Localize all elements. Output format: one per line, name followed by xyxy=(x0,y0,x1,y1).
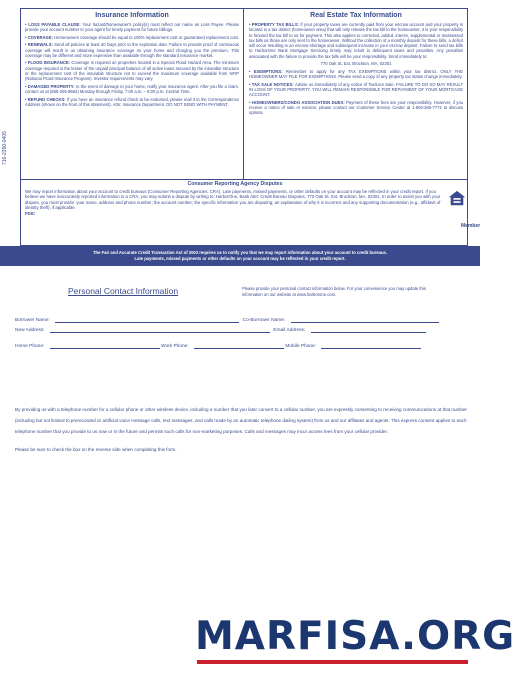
mobile-phone-label: Mobile Phone: xyxy=(285,344,317,349)
tax-item xyxy=(249,22,463,59)
mobile-phone-field[interactable] xyxy=(321,343,421,349)
insurance-section xyxy=(25,11,239,109)
insurance-item xyxy=(25,84,239,95)
tax-item xyxy=(249,61,463,66)
insurance-items xyxy=(25,22,239,107)
side-form-code: 716-2350-0405 xyxy=(2,131,8,165)
info-box xyxy=(20,8,481,246)
tax-section xyxy=(249,11,463,118)
address-row xyxy=(15,327,426,333)
equal-housing-icon xyxy=(448,190,466,208)
email-address-field[interactable] xyxy=(311,327,426,333)
cellular-consent xyxy=(15,404,470,437)
co-borrower-name-field[interactable] xyxy=(291,317,439,323)
home-phone-label: Home Phone: xyxy=(15,344,45,349)
tax-item-lead: • HOMEOWNERS/CONDO ASSOCIATION DUES: xyxy=(249,99,347,105)
insurance-item-text: Homeowners coverage should be equal to 100% replacement cost or guaranteed replacement cost. xyxy=(54,34,239,40)
new-address-field[interactable] xyxy=(50,327,270,333)
contact-title: Personal Contact Information xyxy=(68,286,179,296)
insurance-item xyxy=(25,22,239,33)
column-divider xyxy=(243,9,244,179)
phone-row xyxy=(15,343,421,349)
tax-item-lead: • PROPERTY TAX BILLS: xyxy=(249,22,301,27)
tax-item xyxy=(249,100,463,116)
insurance-item xyxy=(25,42,239,58)
tax-item-text: If your property taxes are currently paid from your escrow account and your property is located in a tax district (homeowner area) that will only release the tax bill to the homeowner, it is your responsibility to forward the tax bill to us for payment. This also applies to corrected, added, interim, supplemental or reassessed tax bills as those are only sent to the homeowner. Without the collection of a monthly deposit for these bills, a deficit will occur resulting in an escrow shortage and subsequent increase in your escrow deposit. Failure to send tax bills to HarborOne Bank Mortgage Servicing timely may result in delinquent taxes and penalties. Any penalties associated with the failure to provide the tax bills will be your responsibility. Send immediately to: xyxy=(249,22,463,59)
section-divider xyxy=(21,179,467,180)
insurance-item-lead: • LOSS PAYABLE CLAUSE: xyxy=(25,22,83,27)
tax-item xyxy=(249,69,463,80)
insurance-item-text: Send all policies at least 30 Days prior to the expiration date. Failure to provide proof of continuous coverage will result in us obtaining insurance coverage on your home and charging you the premium. This coverage may be different and more expensive than available through the standard insurance market. xyxy=(25,42,239,58)
borrower-name-field[interactable] xyxy=(55,317,239,323)
member-label: Member xyxy=(461,223,481,229)
co-borrower-name-label: Co-Borrower Name: xyxy=(242,318,286,323)
email-address-label: Email Address: xyxy=(273,328,306,333)
consumer-disputes-body: We may report information about your account to credit bureaus (Consumer Reporting Agencies, CRA). Late payments, missed payments, or other defaults on your account may be reflected in your credit report. If you believe we have inaccurately reported information to a CRA, you may submit a dispute by writing to: HarborOne, Bank Attn: Credit Bureau Disputes, 770 Oak St. Ext, Brockton, MA, 02301. In order to assist you with your dispute, you must provide: your name, address and phone number; the account number; the specific information you are disputing; an explanation of why it is incorrect and any supporting documentation (e.g., affidavit of identity theft), if applicable. xyxy=(25,188,441,211)
banner-line-1: The Fair and Accurate Credit Transaction Act of 2003 requires us to notify you that we may report information about your account to credit bureaus. xyxy=(92,250,388,255)
tax-items xyxy=(249,22,463,116)
tax-item-text: 770 Oak St. Ext, Brockton, MA, 02301 xyxy=(320,61,392,67)
insurance-item-lead: • RENEWALS: xyxy=(25,42,55,48)
borrower-name-label: Borrower Name: xyxy=(15,318,50,323)
insurance-item-text: Coverage is required on properties located in a Special Flood Hazard Area. The minimum coverage required is the lesser of the unpaid principal balance of all active loans secured by the insurable structure or the replacement cost of the insurable structure not to exceed the maximum coverage available from NFIP (National Flood Insurance Program). Investor requirements may vary. xyxy=(25,60,239,82)
reverse-side-reminder: Please be sure to check the box on the reverse side when completing this form. xyxy=(15,447,177,452)
contact-note: Please provide your personal contact information below. For your convenience you may update this information on our website at www.harborone.com. xyxy=(242,286,426,297)
insurance-item-lead: • REFUND CHECKS: xyxy=(25,96,67,102)
tax-item-lead: • EXEMPTIONS: xyxy=(249,68,286,74)
insurance-item-text: If you have an insurance refund check to be endorsed, please mail it to the Correspondence Address (shown on the front of this statement). Attn: Insurance Department. DO NOT SEND WITH PAYMENT. xyxy=(25,96,239,107)
insurance-item xyxy=(25,60,239,81)
cellular-consent-text: By providing us with a telephone number for a cellular phone or other wireless device, including a number that you later convert to a cellular number, you are expressly consenting to receiving communications at that number (including but not limited to prerecorded or artificial voice message calls, text messages, and calls made by an automatic telephone dialing system) from us and our affiliates and agents. This express consent applies to each telephone number that you provide to us now or in the future and permits such calls for non-marketing purposes. Calls and messages may incur access fees from your cellular provider. xyxy=(15,407,467,434)
insurance-item-text: Your hazard/homeowner's policy(s) must reflect our name as Loss Payee. Please provide your account number to your agent for timely payment for future billings. xyxy=(25,22,239,33)
consumer-disputes-title: Consumer Reporting Agency Disputes xyxy=(187,181,283,187)
work-phone-label: Work Phone: xyxy=(161,344,189,349)
insurance-item xyxy=(25,97,239,108)
home-phone-field[interactable] xyxy=(50,343,160,349)
tax-item-text: Remember to apply for any TAX EXEMPTIONS within your tax district. ONLY THE HOMEOWNER MAY FILE FOR EXEMPTIONS. Please send a copy of any property tax status change immediately. xyxy=(249,68,463,80)
tax-title: Real Estate Tax Information xyxy=(310,12,402,19)
name-row xyxy=(15,317,439,323)
banner-line-2: Late payments, missed payments or other defaults on your account may be reflected in your credit report. xyxy=(134,256,346,261)
insurance-item-lead: • COVERAGE: xyxy=(25,34,55,40)
insurance-item-text: In the event of damage to your home, notify your insurance agent. After you file a claim, contact us at (855-205-8662) Monday through Friday, 7:00 a.m. – 8:00 p.m. Central Time. xyxy=(25,83,239,95)
insurance-title: Insurance Information xyxy=(95,12,169,19)
new-address-label: New Address: xyxy=(15,328,45,333)
tax-item xyxy=(249,82,463,98)
watermark-logo: MARFISA.ORG xyxy=(195,614,515,659)
consumer-disputes-section xyxy=(25,182,445,217)
watermark-underline xyxy=(197,660,468,664)
work-phone-field[interactable] xyxy=(194,343,284,349)
tax-item-lead: • TAX SALE NOTICES: xyxy=(249,81,295,87)
insurance-item-lead: • FLOOD INSURANCE: xyxy=(25,60,72,66)
insurance-item xyxy=(25,35,239,40)
facta-banner xyxy=(0,246,480,266)
insurance-item-lead: • DAMAGED PROPERTY: xyxy=(25,83,76,89)
tax-item-text: Advise us immediately of any notice of Tax/Lien Sale. FAILURE TO DO SO MAY RESULT IN LOSS OF YOUR PROPERTY. YOU WILL REMAIN RESPONSIBLE FOR REPAYMENT OF YOUR MORTGAGE ACCOUNT. xyxy=(249,81,464,98)
fdic-label: FDIC xyxy=(25,210,36,216)
tax-item-text: Payment of these fees are your responsibility. However, if you receive a notice of sale or eviction, please contact our Customer Service Center at 1-800-365-7772 to discuss options. xyxy=(249,99,464,116)
